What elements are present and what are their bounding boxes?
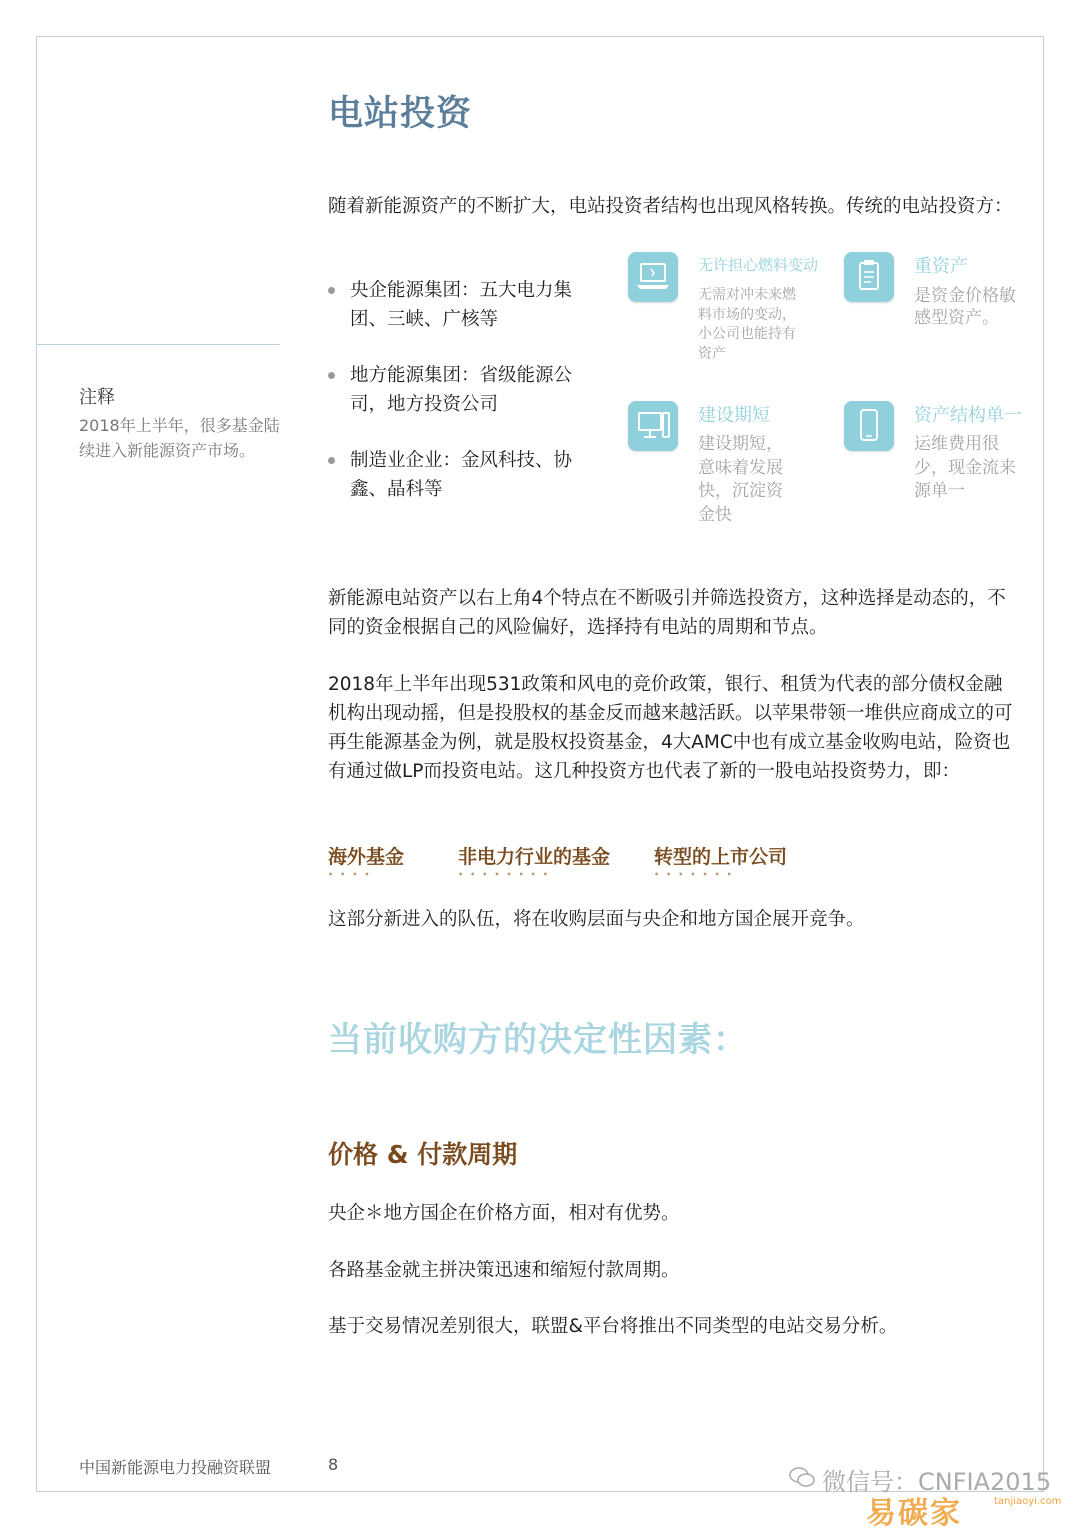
investor-list [328,276,598,531]
footer-org-name: 中国新能源电力投融资联盟 [79,1458,272,1477]
note-title: 注释 [79,387,115,408]
note-body: 2018年上半年，很多基金陆续进入新能源资产市场。 [79,416,280,460]
keyword-overseas-funds: 海外基金 •••• [328,846,405,879]
document-icon [844,252,894,302]
feature-title: 建设期短 [698,405,770,426]
wechat-icon [789,1466,815,1488]
feature-body: 无需对冲未来燃料市场的变动，小公司也能持有资产 [698,287,796,362]
page-title: 电站投资 [328,94,473,134]
features-explanation: 新能源电站资产以右上角4个特点在不断吸引并筛选投资方，这种选择是动态的，不同的资金根据自己的风险偏好，选择持有电站的周期和节点。 [328,588,1006,638]
list-item: 制造业企业：金风科技、协鑫、晶科等 [328,446,598,504]
bullet-dot [328,287,335,294]
list-item: 地方能源集团：省级能源公司，地方投资公司 [328,361,598,419]
factor-line: 央企＊地方国企在价格方面，相对有优势。 [328,1203,680,1224]
bullet-dot [328,457,335,464]
desktop-icon [628,401,678,451]
keyword-listed-companies: 转型的上市公司 ••••••• [654,846,788,879]
emphasis-dots: •••••••• [458,870,555,879]
intro-paragraph: 随着新能源资产的不断扩大，电站投资者结构也出现风格转换。传统的电站投资方： [328,196,1013,217]
keyword-non-power-funds: 非电力行业的基金 •••••••• [458,846,611,879]
feature-title: 资产结构单一 [914,405,1022,426]
factor-line: 各路基金就主拼决策迅速和缩短付款周期。 [328,1260,680,1281]
policy-paragraph: 2018年上半年出现531政策和风电的竞价政策，银行、租赁为代表的部分债权金融机构出现动摇，但是投股权的基金反而越来越活跃。以苹果带领一堆供应商成立的可再生能源基金为例，就是股权投资基金，4大AMC中也有成立基金收购电站，险资也有通过做LP而投资电站。这几种投资方也代表了新的一股电站投资势力，即： [328,674,1013,782]
feature-simple-structure [844,401,1044,511]
emphasis-dots: •••• [328,870,377,879]
phone-icon [844,401,894,451]
feature-body: 是资金价格敏感型资产。 [914,286,1016,328]
bullet-dot [328,372,335,379]
feature-title: 无许担心燃料变动 [698,256,819,274]
site-logo-watermark: 易碳家 [866,1496,962,1531]
feature-heavy-asset [844,252,1044,352]
list-item: 央企能源集团：五大电力集团、三峡、广核等 [328,276,598,334]
feature-short-build [628,401,838,531]
page-number: 8 [328,1455,339,1474]
subheading-price-payment: 价格 & 付款周期 [328,1140,518,1169]
site-url-watermark: tanjiaoyi.com [994,1496,1062,1507]
feature-body: 建设期短，意味着发展快，沉淀资金快 [698,434,783,525]
competition-paragraph: 这部分新进入的队伍，将在收购层面与央企和地方国企展开竞争。 [328,909,865,930]
section-heading: 当前收购方的决定性因素： [328,1020,748,1060]
feature-title: 重资产 [914,256,968,277]
laptop-icon [628,252,678,302]
emphasis-dots: ••••••• [654,870,739,879]
wechat-watermark: 微信号：CNFIA2015 [822,1468,1052,1496]
factor-line: 基于交易情况差别很大，联盟&平台将推出不同类型的电站交易分析。 [328,1316,898,1337]
feature-no-fuel-risk [628,252,838,372]
feature-body: 运维费用很少，现金流来源单一 [914,434,1016,501]
sidebar-divider [36,344,280,345]
